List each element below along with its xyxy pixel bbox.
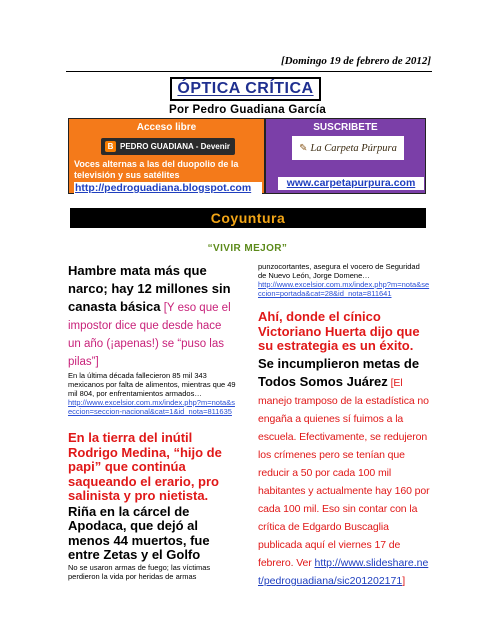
section-title: Coyuntura bbox=[210, 210, 286, 226]
summary-text: En la última década fallecieron 85 mil 343 mexicanos por falta de alimentos, mientras que 49 mil 804, por enfrentamientos armados… bbox=[68, 371, 236, 398]
issue-date: [Domingo 19 de febrero de 2012] bbox=[280, 55, 431, 67]
carpeta-purpura-logo bbox=[292, 136, 404, 160]
headline-juarez bbox=[258, 355, 430, 589]
header-rule bbox=[66, 71, 432, 72]
headline-medina: En la tierra del inútil Rodrigo Medina, “hijo de papi” que continúa saqueando el erario, pro salinista y pro nietista. bbox=[68, 430, 222, 504]
summary-text: No se usaron armas de fuego; las víctimas perdieron la vida por heridas de armas bbox=[68, 562, 211, 581]
blogger-badge-label: PEDRO GUADIANA - Devenir bbox=[120, 142, 230, 151]
headline-text: Se incumplieron metas de Todos Somos Juárez bbox=[258, 355, 420, 389]
right-column bbox=[258, 262, 430, 589]
logo-text: La Carpeta Púrpura bbox=[310, 142, 397, 154]
masthead-box bbox=[170, 77, 321, 101]
headline-hunger bbox=[68, 262, 236, 370]
slideshare-link[interactable]: http://www.slideshare.net/pedroguadiana/sic201202171 bbox=[258, 556, 429, 587]
left-column bbox=[68, 262, 236, 581]
subscribe-link[interactable]: www.carpetapurpura.com bbox=[278, 177, 424, 190]
byline: Por Pedro Guadiana García bbox=[168, 104, 327, 116]
subscribe-banner bbox=[265, 118, 426, 194]
headline-text: Hambre mata más que narco; hay 12 millones sin canasta básica bbox=[68, 263, 231, 314]
masthead-title: ÓPTICA CRÍTICA bbox=[177, 80, 314, 97]
blogger-badge[interactable] bbox=[101, 138, 235, 155]
editor-note: [Y eso que el impostor dice que desde hace un año (¡apenas!) se “puso las pilas”] bbox=[68, 302, 231, 368]
editor-note-close: ] bbox=[402, 574, 406, 587]
open-access-label: Acceso libre bbox=[136, 122, 197, 133]
blog-tagline: Voces alternas a las del duopolio de la televisión y sus satélites bbox=[74, 159, 239, 180]
source-link[interactable]: http://www.excelsior.com.mx/index.php?m=nota&seccion=portada&cat=28&id_nota=811641 bbox=[258, 280, 430, 299]
blog-banner bbox=[68, 118, 265, 194]
blogger-icon: B bbox=[105, 141, 116, 152]
source-link[interactable]: http://www.excelsior.com.mx/index.php?m=nota&seccion=seccion-nacional&cat=1&id_nota=811635 bbox=[68, 398, 235, 417]
folder-icon: ✎ bbox=[299, 142, 308, 154]
headline-huerta: Ahí, donde el cínico Victoriano Huerta dijo que su estrategia es un éxito. bbox=[258, 309, 420, 354]
section-kicker: “VIVIR MEJOR” bbox=[207, 243, 288, 254]
subscribe-label: SUSCRIBETE bbox=[313, 122, 378, 133]
blog-link[interactable]: http://pedroguadiana.blogspot.com bbox=[74, 182, 262, 194]
summary-text: punzocortantes, asegura el vocero de Seguridad de Nuevo León, Jorge Domene… bbox=[258, 262, 420, 280]
headline-apodaca: Riña en la cárcel de Apodaca, que dejó al menos 44 muertos, fue entre Zetas y el Golfo bbox=[68, 503, 210, 563]
editor-note: [El manejo tramposo de la estadística no engaña a quienes sí fuimos a la escuela. Efectivamente, se redujeron los crímenes pero se tenían que reducir a 50 por cada 100 mil habitantes y actualmente hay 160 por cada 100 mil. Eso sin contar con la crítica de Edgardo Buscaglia publicada aquí el viernes 17 de febrero. Ver bbox=[258, 376, 430, 569]
section-bar bbox=[70, 208, 426, 228]
